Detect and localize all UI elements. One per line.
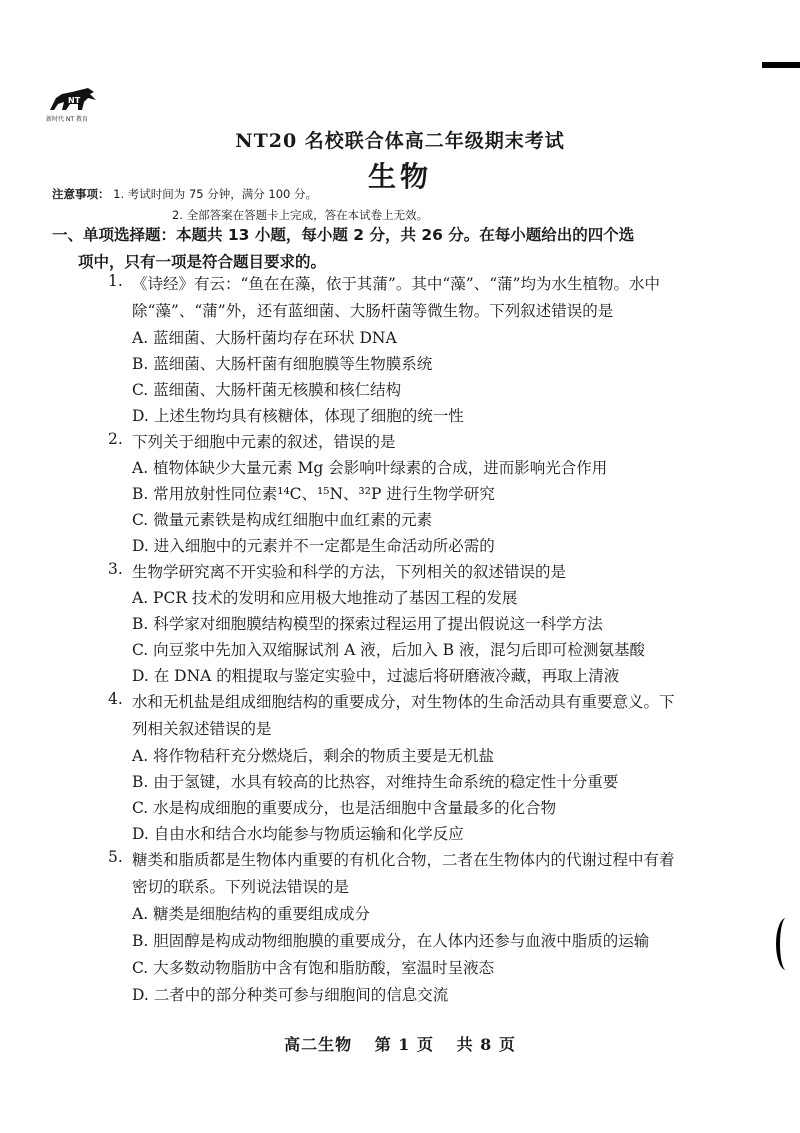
page-footer <box>0 1032 800 1055</box>
answer-option: D. 在 DNA 的粗提取与鉴定实验中，过滤后将研磨液冷藏，再取上清液 <box>132 667 620 685</box>
horse-logo-icon <box>44 84 108 116</box>
question-stem: 生物学研究离不开实验和科学的方法，下列相关的叙述错误的是 <box>132 563 567 581</box>
footer-page-number: 第 1 页 <box>374 1035 434 1054</box>
school-logo <box>44 84 108 124</box>
question-stem: 列相关叙述错误的是 <box>132 720 272 738</box>
answer-option: A. 糖类是细胞结构的重要组成成分 <box>132 905 371 923</box>
footer-course: 高二生物 <box>284 1035 353 1054</box>
question-number: 1. <box>108 272 123 290</box>
answer-option: A. 植物体缺少大量元素 Mg 会影响叶绿素的合成，进而影响光合作用 <box>132 459 608 477</box>
answer-option: B. 胆固醇是构成动物细胞膜的重要成分，在人体内还参与血液中脂质的运输 <box>132 932 650 950</box>
scan-edge-bracket <box>776 918 796 970</box>
question-number: 4. <box>108 690 123 708</box>
question-stem: 《诗经》有云：“鱼在在藻，依于其蒲”。其中“藻”、“蒲”均为水生植物。水中 <box>132 275 661 293</box>
scan-edge-mark <box>762 62 800 68</box>
answer-option: C. 微量元素铁是构成红细胞中血红素的元素 <box>132 511 433 529</box>
answer-option: D. 进入细胞中的元素并不一定都是生命活动所必需的 <box>132 537 495 555</box>
notice-label: 注意事项： <box>52 187 110 201</box>
question-stem: 除“藻”、“蒲”外，还有蓝细菌、大肠杆菌等微生物。下列叙述错误的是 <box>132 302 614 320</box>
question-number: 2. <box>108 430 123 448</box>
answer-option: C. 水是构成细胞的重要成分，也是活细胞中含量最多的化合物 <box>132 799 557 817</box>
answer-option: C. 向豆浆中先加入双缩脲试剂 A 液，后加入 B 液，混匀后即可检测氨基酸 <box>132 641 645 659</box>
section-heading-line: 一、单项选择题：本题共 13 小题，每小题 2 分，共 26 分。在每小题给出的四个选 <box>52 226 635 244</box>
question-stem: 密切的联系。下列说法错误的是 <box>132 878 350 896</box>
section-heading-line: 项中，只有一项是符合题目要求的。 <box>78 253 327 271</box>
question-stem: 下列关于细胞中元素的叙述，错误的是 <box>132 433 396 451</box>
answer-option: B. 科学家对细胞膜结构模型的探索过程运用了提出假说这一科学方法 <box>132 615 603 633</box>
notice-item: 2. 全部答案在答题卡上完成，答在本试卷上无效。 <box>172 208 429 222</box>
answer-option: A. 将作物秸秆充分燃烧后，剩余的物质主要是无机盐 <box>132 747 495 765</box>
section-heading <box>52 222 772 276</box>
exam-title: NT20 名校联合体高二年级期末考试 <box>235 130 565 152</box>
exam-subject: 生物 <box>367 160 432 193</box>
notice-item: 1. 考试时间为 75 分钟，满分 100 分。 <box>113 187 317 201</box>
svg-text:NT: NT <box>68 96 81 105</box>
answer-option: C. 蓝细菌、大肠杆菌无核膜和核仁结构 <box>132 381 402 399</box>
answer-option: A. PCR 技术的发明和应用极大地推动了基因工程的发展 <box>132 589 518 607</box>
answer-option: C. 大多数动物脂肪中含有饱和脂肪酸，室温时呈液态 <box>132 959 495 977</box>
answer-option: D. 上述生物均具有核糖体，体现了细胞的统一性 <box>132 407 464 425</box>
answer-option: B. 由于氢键，水具有较高的比热容，对维持生命系统的稳定性十分重要 <box>132 773 619 791</box>
answer-option: B. 蓝细菌、大肠杆菌有细胞膜等生物膜系统 <box>132 355 433 373</box>
answer-option: A. 蓝细菌、大肠杆菌均存在环状 DNA <box>132 329 397 347</box>
answer-option: B. 常用放射性同位素¹⁴C、¹⁵N、³²P 进行生物学研究 <box>132 485 495 503</box>
logo-caption: 新时代 NT 教育 <box>46 116 88 123</box>
footer-page-total: 共 8 页 <box>456 1035 516 1054</box>
question-stem: 糖类和脂质都是生物体内重要的有机化合物，二者在生物体内的代谢过程中有着 <box>132 851 675 869</box>
question-stem: 水和无机盐是组成细胞结构的重要成分，对生物体的生命活动具有重要意义。下 <box>132 693 675 711</box>
question-number: 3. <box>108 560 123 578</box>
answer-option: D. 二者中的部分种类可参与细胞间的信息交流 <box>132 986 449 1004</box>
question-number: 5. <box>108 848 123 866</box>
notice-block <box>52 186 317 202</box>
answer-option: D. 自由水和结合水均能参与物质运输和化学反应 <box>132 825 464 843</box>
